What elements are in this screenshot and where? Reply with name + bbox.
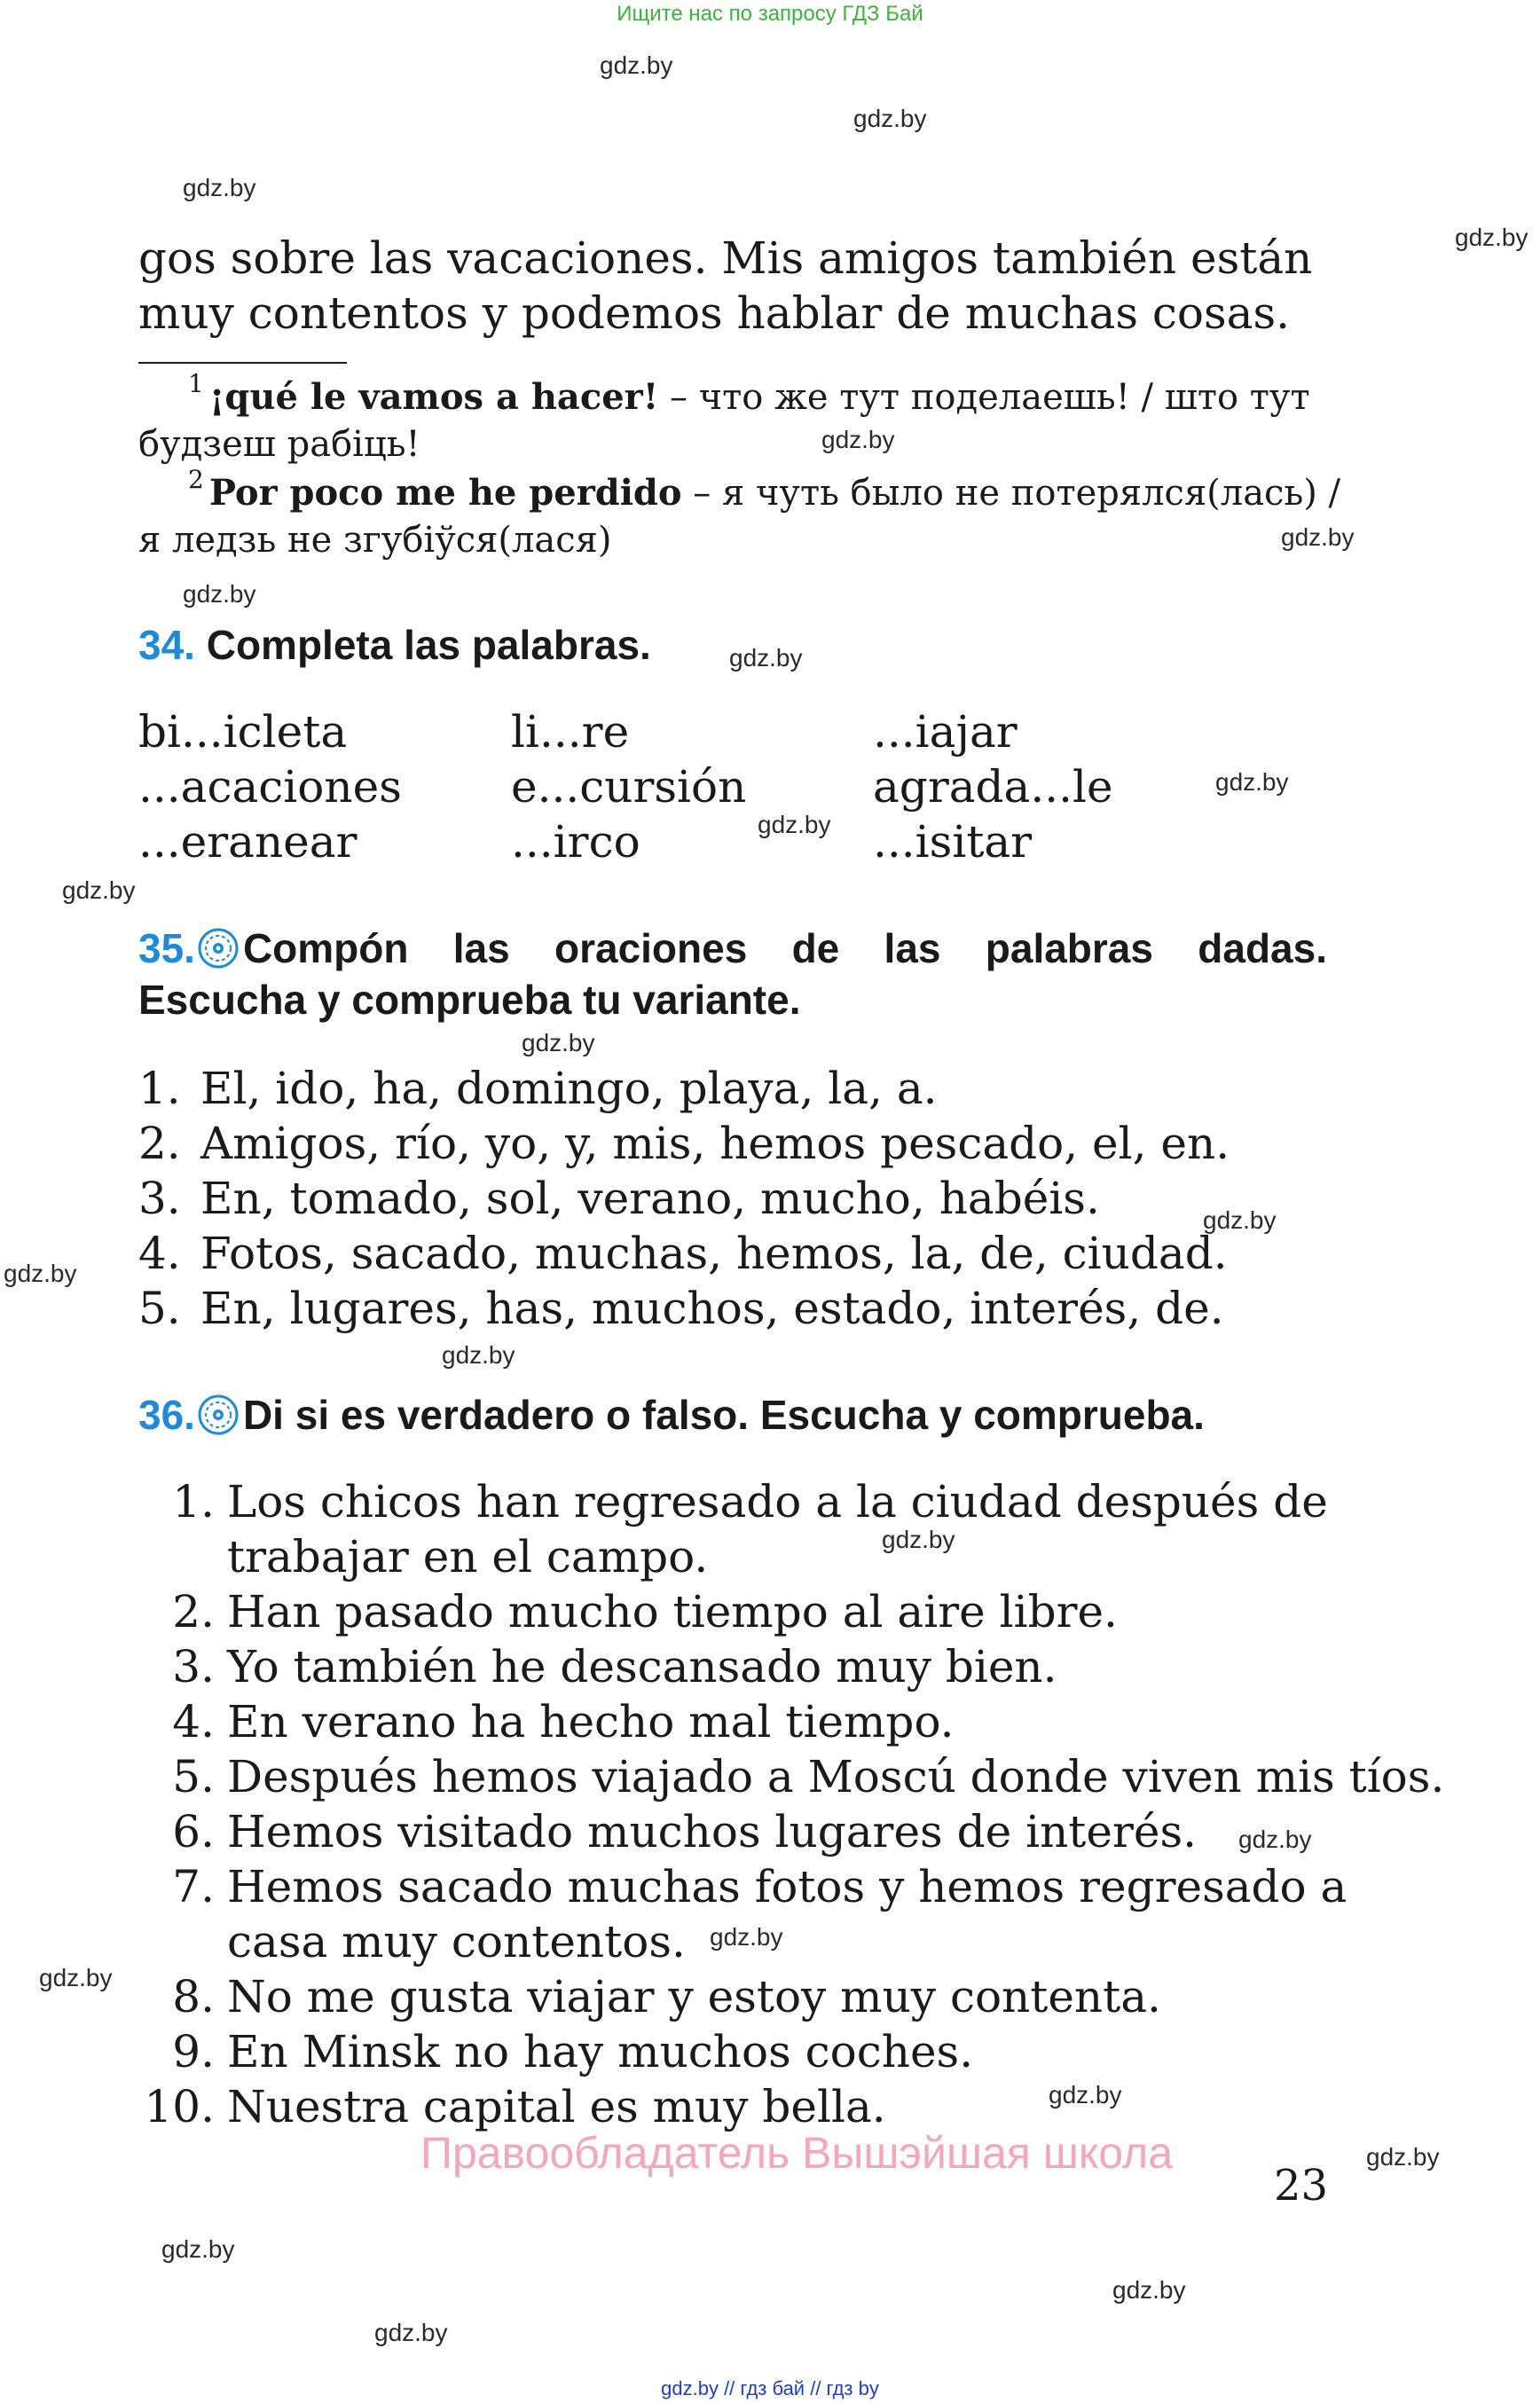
- watermark: gdz.by: [183, 580, 256, 608]
- watermark: gdz.by: [729, 644, 803, 671]
- footnote-translation: – я чуть было не потерялся(лась) /: [681, 473, 1341, 514]
- watermark: gdz.by: [1215, 768, 1289, 796]
- list-item: 5. Después hemos viajado a Moscú donde viven mis tíos.: [172, 1751, 1445, 1802]
- footnote-term: Por poco me he perdido: [208, 472, 682, 514]
- list-item: 7. Hemos sacado muchas fotos y hemos regresado a: [172, 1861, 1348, 1912]
- fill-word: ...eranear: [138, 816, 358, 868]
- exercise-title: Di si es verdadero o falso. Escucha y comprueba.: [242, 1392, 1205, 1438]
- exercise-34-heading: [138, 621, 651, 669]
- watermark: gdz.by: [600, 51, 673, 79]
- list-item: 3. Yo también he descansado muy bien.: [172, 1641, 1057, 1692]
- watermark: gdz.by: [1112, 2276, 1186, 2304]
- footnote-divider: [138, 362, 347, 364]
- page-number: 23: [1274, 2161, 1329, 2211]
- watermark: gdz.by: [522, 1029, 595, 1056]
- list-item: 5. En, lugares, has, muchos, estado, interés, de.: [138, 1283, 1224, 1334]
- footnote-term: ¡qué le vamos a hacer!: [208, 376, 659, 418]
- footnote-number: 2: [188, 465, 204, 494]
- watermark: gdz.by: [39, 1964, 113, 1991]
- audio-disc-icon: [197, 927, 240, 970]
- copyright-notice: Правообладатель Вышэйшая школа: [420, 2128, 1173, 2178]
- footnote-1: [188, 369, 1310, 418]
- footnote-2-continued: я ледзь не згубіўся(лася): [138, 520, 612, 561]
- list-item: 2. Han pasado mucho tiempo al aire libre.: [172, 1586, 1118, 1637]
- top-banner: Ищите нас по запросу ГДЗ Бай: [617, 2, 923, 26]
- exercise-title: Compón las oraciones de las palabras dadas.: [242, 925, 1327, 971]
- list-item-continued: casa muy contentos.: [227, 1916, 686, 1967]
- body-text-line: gos sobre las vacaciones. Mis amigos también están: [138, 232, 1313, 284]
- audio-disc-icon: [197, 1394, 240, 1436]
- watermark: gdz.by: [442, 1341, 515, 1369]
- watermark: gdz.by: [1203, 1206, 1277, 1234]
- watermark: gdz.by: [710, 1923, 783, 1951]
- list-item: 2. Amigos, río, yo, y, mis, hemos pescado, el, en.: [138, 1118, 1230, 1169]
- fill-word: e...cursión: [511, 761, 747, 813]
- watermark: gdz.by: [1455, 224, 1528, 251]
- list-item: 1. El, ido, ha, domingo, playa, la, a.: [138, 1063, 938, 1114]
- fill-word: ...iajar: [873, 706, 1018, 758]
- exercise-title: Completa las palabras.: [206, 622, 651, 668]
- watermark: gdz.by: [821, 426, 895, 453]
- exercise-number: 34.: [138, 622, 195, 668]
- list-item: 1. Los chicos han regresado a la ciudad después de: [172, 1476, 1328, 1527]
- exercise-35-heading: [138, 924, 1327, 972]
- exercise-number: 35.: [138, 925, 195, 971]
- watermark: gdz.by: [1281, 523, 1355, 551]
- footnote-number: 1: [188, 369, 204, 398]
- list-item: 9. En Minsk no hay muchos coches.: [172, 2026, 974, 2077]
- exercise-number: 36.: [138, 1392, 195, 1438]
- fill-word: bi...icleta: [138, 706, 348, 758]
- fill-word: ...acaciones: [138, 761, 402, 813]
- watermark: gdz.by: [161, 2235, 235, 2263]
- watermark: gdz.by: [853, 105, 927, 132]
- exercise-35-heading-continued: Escucha y comprueba tu variante.: [138, 977, 801, 1023]
- fill-word: agrada...le: [873, 761, 1113, 813]
- list-item: 6. Hemos visitado muchos lugares de interés.: [172, 1806, 1197, 1857]
- list-item: 4. En verano ha hecho mal tiempo.: [172, 1696, 955, 1747]
- bottom-links[interactable]: gdz.by // гдз бай // гдз by: [661, 2377, 879, 2399]
- list-item: 4. Fotos, sacado, muchas, hemos, la, de, ciudad.: [138, 1228, 1228, 1279]
- footnote-2: [188, 465, 1341, 514]
- watermark: gdz.by: [62, 876, 136, 904]
- list-item-continued: trabajar en el campo.: [227, 1531, 709, 1582]
- watermark: gdz.by: [4, 1260, 77, 1287]
- watermark: gdz.by: [1049, 2081, 1122, 2109]
- list-item: 3. En, tomado, sol, verano, mucho, habéis.: [138, 1173, 1100, 1224]
- watermark: gdz.by: [882, 1526, 955, 1553]
- fill-word: li...re: [511, 706, 630, 758]
- watermark: gdz.by: [374, 2319, 448, 2346]
- list-item: 10. Nuestra capital es muy bella.: [144, 2081, 886, 2132]
- footnote-translation: – что же тут поделаешь! / што тут: [658, 377, 1310, 418]
- fill-word: ...irco: [511, 816, 640, 868]
- watermark: gdz.by: [1366, 2143, 1440, 2171]
- fill-word: ...isitar: [873, 816, 1033, 868]
- watermark: gdz.by: [183, 174, 256, 201]
- exercise-36-heading: [138, 1391, 1205, 1439]
- watermark: gdz.by: [758, 811, 831, 838]
- body-text-line: muy contentos y podemos hablar de muchas cosas.: [138, 287, 1291, 339]
- footnote-1-continued: будзеш рабіць!: [138, 424, 420, 465]
- watermark: gdz.by: [1238, 1826, 1312, 1853]
- list-item: 8. No me gusta viajar y estoy muy contenta.: [172, 1971, 1161, 2022]
